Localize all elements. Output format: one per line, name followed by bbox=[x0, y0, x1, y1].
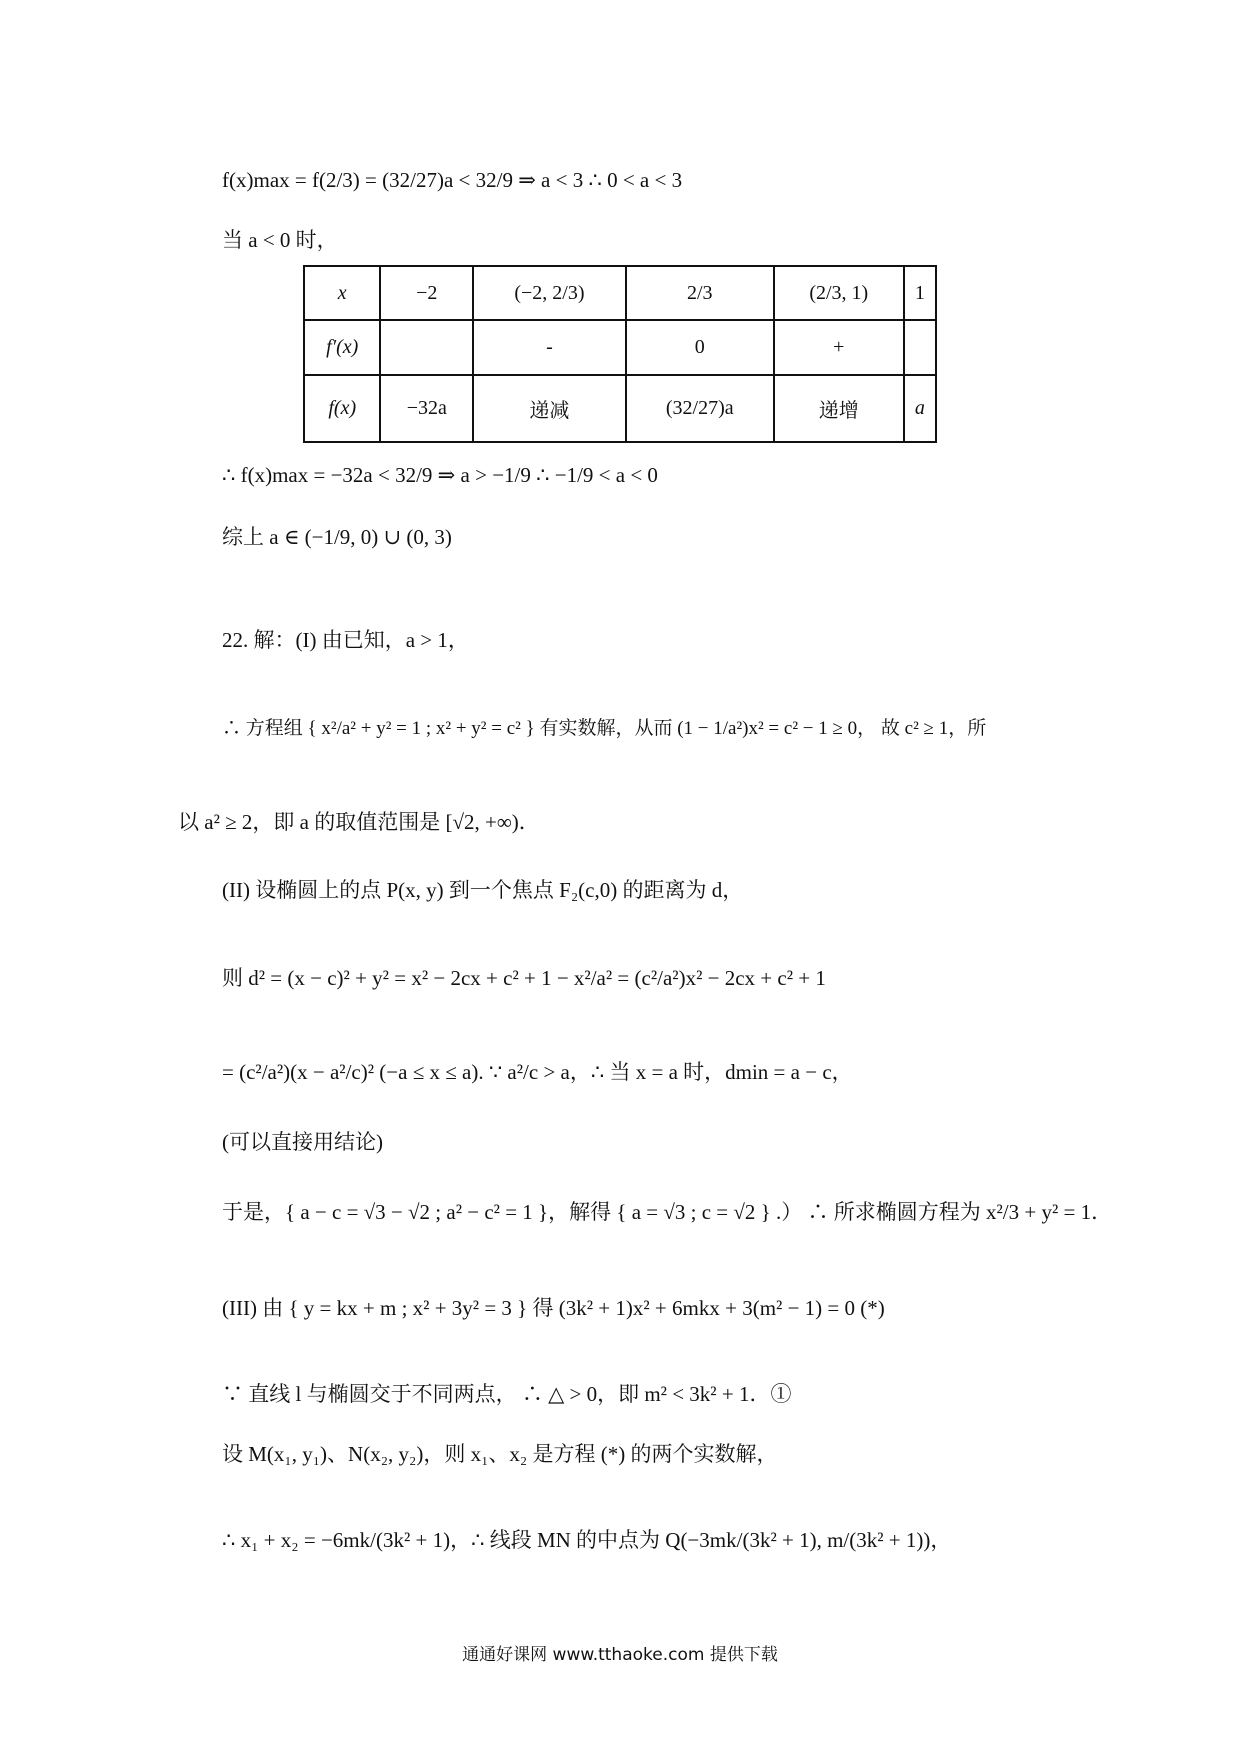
line-distance-squared: 则 d² = (x − c)² + y² = x² − 2cx + c² + 1 − x²/a² = (c²/a²)x² − 2cx + c² + 1 bbox=[222, 966, 826, 990]
table-cell: 递减 bbox=[473, 375, 626, 442]
line-part2-setup: (II) 设椭圆上的点 P(x, y) 到一个焦点 F₂(c,0) 的距离为 d， bbox=[222, 878, 744, 902]
line-case-a-negative: 当 a < 0 时， bbox=[222, 228, 338, 252]
line-ellipse-equation: 于是，{ a − c = √3 − √2 ; a² − c² = 1 }，解得 { a = √3 ; c = √2 } .） ∴ 所求椭圆方程为 x²/3 + y² = 1． bbox=[222, 1200, 1113, 1224]
line-distance-min: = (c²/a²)(x − a²/c)² (−a ≤ x ≤ a). ∵ a²/c > a，∴ 当 x = a 时，dmin = a − c， bbox=[222, 1060, 853, 1084]
table-cell: (−2, 2/3) bbox=[473, 266, 626, 320]
table-cell bbox=[904, 320, 936, 374]
table-cell bbox=[380, 320, 473, 374]
line-fmax-positive: f(x)max = f(2/3) = (32/27)a < 32/9 ⇒ a < 3 ∴ 0 < a < 3 bbox=[222, 168, 683, 192]
table-cell: −32a bbox=[380, 375, 473, 442]
table-cell: (32/27)a bbox=[626, 375, 774, 442]
table-cell: + bbox=[774, 320, 904, 374]
line-range-of-a: 以 a² ≥ 2，即 a 的取值范围是 [√2, +∞)． bbox=[178, 810, 540, 834]
table-row-derivative bbox=[304, 320, 936, 374]
table-cell: 递增 bbox=[774, 375, 904, 442]
line-points-mn: 设 M(x₁, y₁)、N(x₂, y₂)，则 x₁、x₂ 是方程 (*) 的两个实数解， bbox=[222, 1442, 778, 1466]
table-cell: 0 bbox=[626, 320, 774, 374]
line-summary: 综上 a ∈ (−1/9, 0) ∪ (0, 3) bbox=[222, 525, 452, 549]
table-cell: 1 bbox=[904, 266, 936, 320]
table-cell: f(x) bbox=[304, 375, 380, 442]
table-row-function bbox=[304, 375, 936, 442]
table-cell: x bbox=[304, 266, 380, 320]
line-midpoint: ∴ x₁ + x₂ = −6mk/(3k² + 1)，∴ 线段 MN 的中点为 Q(−3mk/(3k² + 1), m/(3k² + 1))， bbox=[222, 1528, 952, 1552]
table-cell: 2/3 bbox=[626, 266, 774, 320]
table-row-x bbox=[304, 266, 936, 320]
table-cell: −2 bbox=[380, 266, 473, 320]
line-note: (可以直接用结论) bbox=[222, 1130, 383, 1154]
variation-table bbox=[303, 265, 937, 443]
table-cell: a bbox=[904, 375, 936, 442]
table-cell: (2/3, 1) bbox=[774, 266, 904, 320]
line-equation-system: ∴ 方程组 { x²/a² + y² = 1 ; x² + y² = c² } 有实数解，从而 (1 − 1/a²)x² = c² − 1 ≥ 0， 故 c² ≥ 1，所 bbox=[222, 718, 987, 739]
line-discriminant: ∵ 直线 l 与椭圆交于不同两点， ∴ △ > 0，即 m² < 3k² + 1．① bbox=[222, 1382, 792, 1406]
line-part3-system: (III) 由 { y = kx + m ; x² + 3y² = 3 } 得 (3k² + 1)x² + 6mkx + 3(m² − 1) = 0 (*) bbox=[222, 1296, 885, 1320]
page-footer: 通通好课网 www.tthaoke.com 提供下载 bbox=[462, 1645, 778, 1665]
line-fmax-negative: ∴ f(x)max = −32a < 32/9 ⇒ a > −1/9 ∴ −1/9 < a < 0 bbox=[222, 463, 658, 487]
table-cell: - bbox=[473, 320, 626, 374]
table-cell: f′(x) bbox=[304, 320, 380, 374]
line-q22-part1: 22. 解：(I) 由已知，a > 1， bbox=[222, 628, 469, 652]
